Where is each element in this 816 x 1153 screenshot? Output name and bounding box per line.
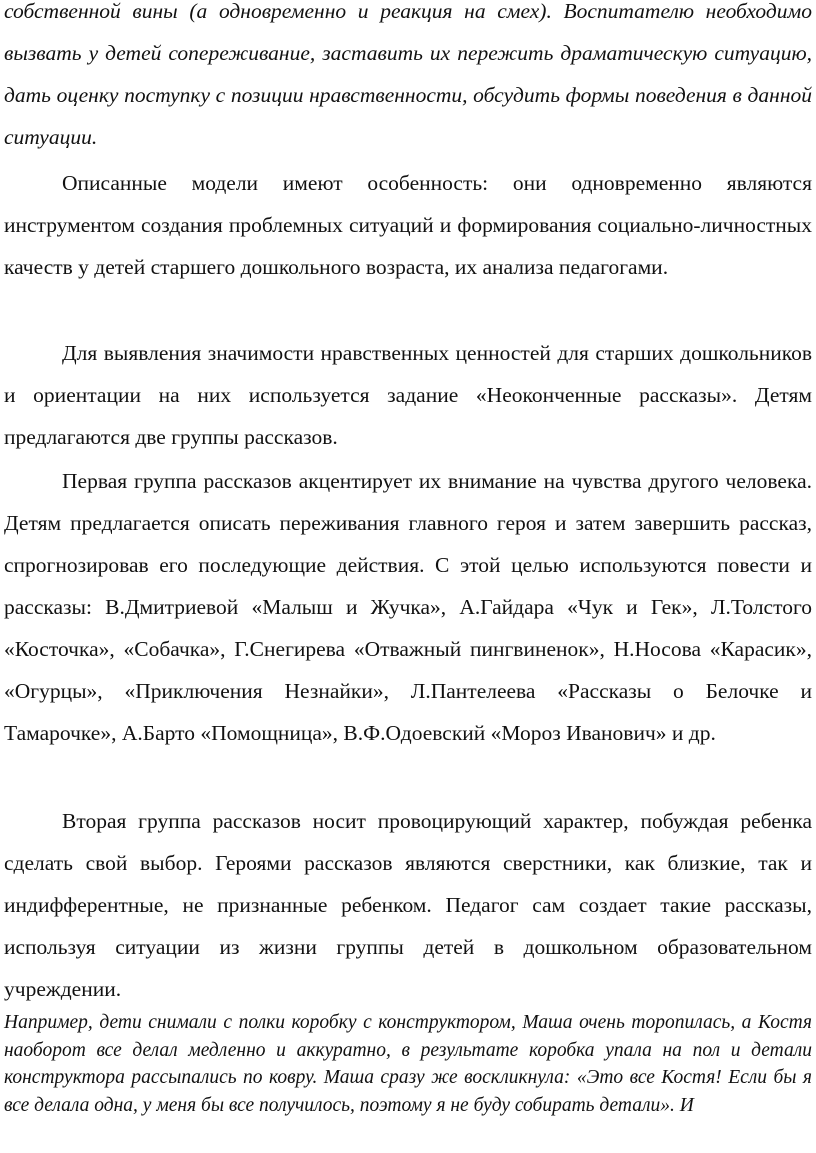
paragraph-models: Описанные модели имеют особенность: они одновременно являются инструментом создания проблемных ситуаций и формирования социально-личностных качеств у детей старшего дошкольного возраста, их анализа педагогами. (4, 171, 812, 279)
paragraph-first-group: Первая группа рассказов акцентирует их внимание на чувства другого человека. Детям предлагается описать переживания главного героя и затем завершить рассказ, спрогнозировав его последующие действия. С этой целью используются повести и рассказы: В.Дмитриевой «Малыш и Жучка», А.Гайдара «Чук и Гек», Л.Толстого «Косточка», «Собачка», Г.Снегирева «Отважный пингвиненок», Н.Носова «Карасик», «Огурцы», «Приключения Незнайки», Л.Пантелеева «Рассказы о Белочке и Тамарочке», А.Барто «Помощница», В.Ф.Одоевский «Мороз Иванович» и др. (4, 469, 812, 745)
paragraph-example-italic: Например, дети снимали с полки коробку с конструктором, Маша очень торопилась, а Костя наоборот все делал медленно и аккуратно, в результате коробка упала на пол и детали конструктора рассыпались по ковру. Маша сразу же воскликнула: «Это все Костя! Если бы я все делала одна, у меня бы все получилось, поэтому я не буду собирать детали». И (4, 1012, 812, 1116)
paragraph-unfinished-stories: Для выявления значимости нравственных ценностей для старших дошкольников и ориентации на них используется задание «Неоконченные рассказы». Детям предлагаются две группы рассказов. (4, 341, 812, 449)
paragraph-second-group: Вторая группа рассказов носит провоцирующий характер, побуждая ребенка сделать свой выбор. Героями рассказов являются сверстники, как близкие, так и индифферентные, не признанные ребенком. Педагог сам создает такие рассказы, используя ситуации из жизни группы детей в дошкольном образовательном учреждении. (4, 809, 812, 1001)
paragraph-continuation-italic: собственной вины (а одновременно и реакция на смех). Воспитателю необходимо вызвать у детей сопереживание, заставить их пережить драматическую ситуацию, дать оценку поступку с позиции нравственности, обсудить формы поведения в данной ситуации. (4, 0, 812, 149)
